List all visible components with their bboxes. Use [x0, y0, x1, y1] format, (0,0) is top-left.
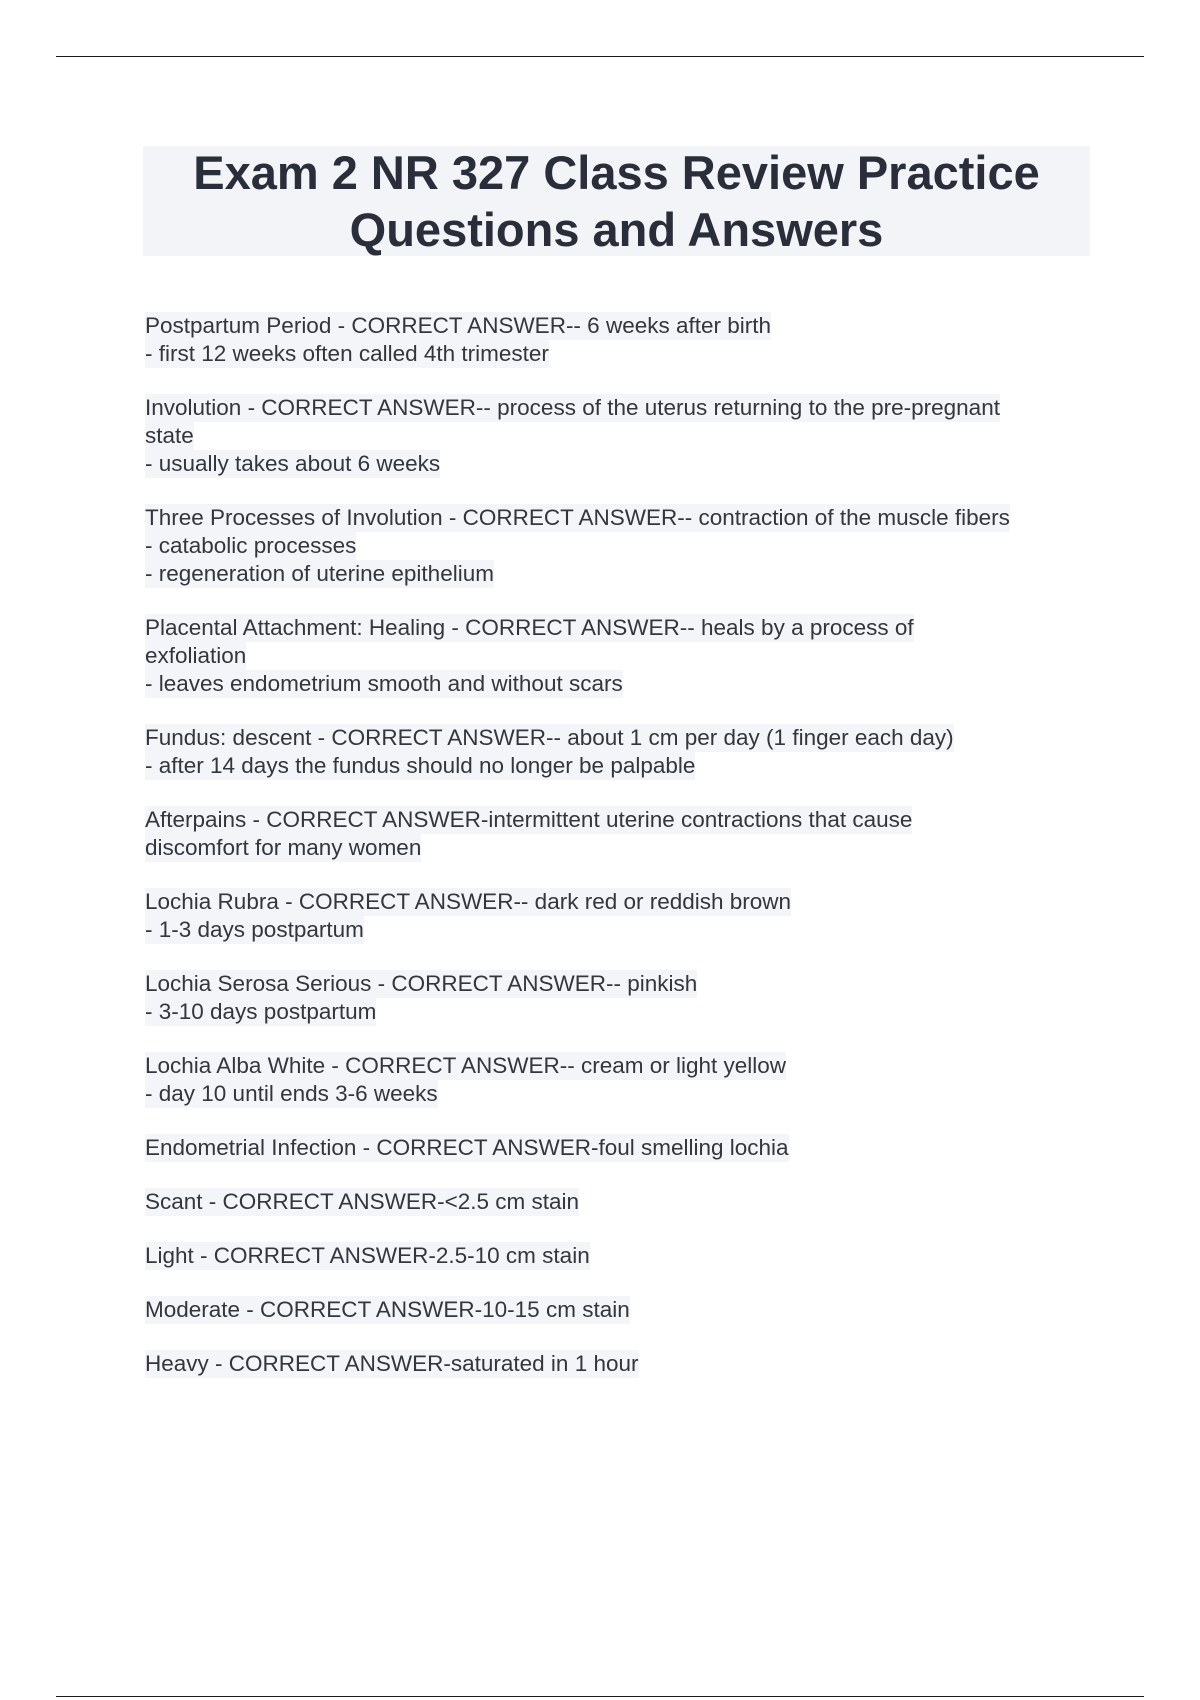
qa-entry [145, 312, 1085, 368]
qa-answer-line: - leaves endometrium smooth and without scars [145, 671, 623, 696]
qa-term-line: Placental Attachment: Healing - CORRECT ANSWER-- heals by a process of [145, 615, 914, 640]
qa-term-line: Lochia Serosa Serious - CORRECT ANSWER-- pinkish [145, 971, 698, 996]
qa-answer-line: - catabolic processes [145, 533, 357, 558]
qa-term-line: Afterpains - CORRECT ANSWER-intermittent uterine contractions that cause [145, 807, 913, 832]
qa-entry [145, 504, 1085, 588]
qa-entry [145, 1052, 1085, 1108]
qa-term-line: Fundus: descent - CORRECT ANSWER-- about 1 cm per day (1 finger each day) [145, 725, 954, 750]
qa-term-line: Endometrial Infection - CORRECT ANSWER-foul smelling lochia [145, 1135, 789, 1160]
qa-entry [145, 806, 1085, 862]
qa-answer-line: exfoliation [145, 643, 247, 668]
qa-term-line: Heavy - CORRECT ANSWER-saturated in 1 hour [145, 1351, 639, 1376]
qa-term-line: Lochia Alba White - CORRECT ANSWER-- cream or light yellow [145, 1053, 787, 1078]
qa-answer-line: - regeneration of uterine epithelium [145, 561, 494, 586]
bottom-divider [56, 1696, 1144, 1697]
qa-answer-line: discomfort for many women [145, 835, 422, 860]
top-divider [56, 56, 1144, 57]
qa-answer-line: - after 14 days the fundus should no longer be palpable [145, 753, 696, 778]
qa-answer-line: - first 12 weeks often called 4th trimester [145, 341, 549, 366]
qa-answer-line: - day 10 until ends 3-6 weeks [145, 1081, 438, 1106]
qa-term-line: Moderate - CORRECT ANSWER-10-15 cm stain [145, 1297, 630, 1322]
qa-entry [145, 1134, 1085, 1162]
qa-entry [145, 614, 1085, 698]
qa-term-line: Involution - CORRECT ANSWER-- process of the uterus returning to the pre-pregnant [145, 395, 1000, 420]
qa-term-line: Lochia Rubra - CORRECT ANSWER-- dark red or reddish brown [145, 889, 792, 914]
qa-answer-line: state [145, 423, 194, 448]
qa-answer-line: - 3-10 days postpartum [145, 999, 377, 1024]
qa-entry [145, 394, 1085, 478]
qa-entry [145, 1188, 1085, 1216]
qa-entry [145, 970, 1085, 1026]
qa-entry [145, 1242, 1085, 1270]
document-title: Exam 2 NR 327 Class Review Practice Questions and Answers [193, 146, 1040, 256]
qa-answer-line: - usually takes about 6 weeks [145, 451, 441, 476]
title-banner [143, 146, 1090, 256]
qa-term-line: Light - CORRECT ANSWER-2.5-10 cm stain [145, 1243, 590, 1268]
qa-entry [145, 1350, 1085, 1378]
qa-term-line: Postpartum Period - CORRECT ANSWER-- 6 weeks after birth [145, 313, 772, 338]
qa-answer-line: - 1-3 days postpartum [145, 917, 364, 942]
qa-entry [145, 888, 1085, 944]
qa-entry [145, 724, 1085, 780]
qa-term-line: Three Processes of Involution - CORRECT ANSWER-- contraction of the muscle fibers [145, 505, 1010, 530]
qa-entry [145, 1296, 1085, 1324]
qa-list [145, 312, 1085, 1404]
qa-term-line: Scant - CORRECT ANSWER-<2.5 cm stain [145, 1189, 580, 1214]
